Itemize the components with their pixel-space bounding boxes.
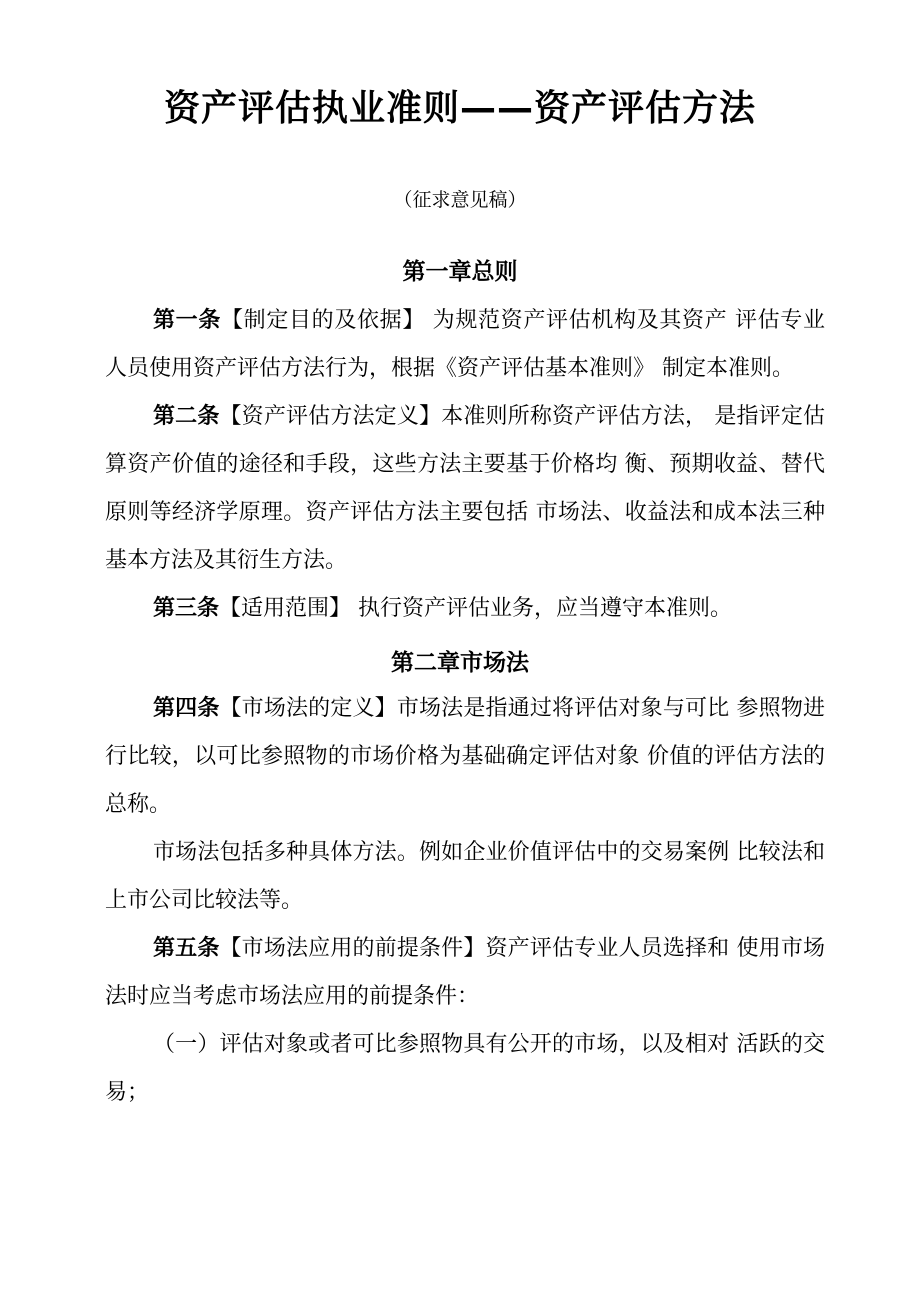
chapter-heading: 第二章市场法: [391, 650, 529, 676]
article-text: 市场法包括多种具体方法。例如企业价值评估中的交易案例 比较法和上市公司比较法等。: [105, 840, 825, 913]
article-text: 【市场法应用的前提条件】资产评估专业人员选择和 使用市场法时应当考虑市场法应用的前提条件：: [105, 936, 825, 1009]
article-text: （一）评估对象或者可比参照物具有公开的市场，以及相对 活跃的交易；: [105, 1032, 825, 1105]
article-paragraph: [105, 393, 825, 585]
article-label: 第五条: [153, 936, 220, 961]
article-text: 【资产评估方法定义】本准则所称资产评估方法， 是指评定估算资产价值的途径和手段，这些方法主要基于价格均 衡、预期收益、替代原则等经济学原理。资产评估方法主要包括 市场法、收益法和成本法三种基本方法及其衍生方法。: [105, 404, 825, 573]
article-label: 第四条: [153, 696, 220, 721]
article-label: 第一条: [153, 308, 221, 333]
article-paragraph: [105, 829, 825, 925]
article-paragraph: [105, 1021, 825, 1117]
article-text: 【制定目的及依据】 为规范资产评估机构及其资产 评估专业人员使用资产评估方法行为，根据《资产评估基本准则》 制定本准则。: [105, 308, 825, 381]
article-text: 【适用范围】 执行资产评估业务，应当遵守本准则。: [219, 596, 733, 621]
article-label: 第三条: [153, 596, 220, 621]
article-paragraph: [105, 685, 825, 829]
document-title: 资产评估执业准则——资产评估方法: [163, 88, 756, 129]
chapter-heading: 第一章总则: [402, 259, 518, 285]
article-paragraph: [105, 925, 825, 1021]
document-subtitle: （征求意见稿）: [393, 189, 527, 211]
article-paragraph: [105, 585, 825, 633]
article-paragraph: [105, 297, 825, 393]
article-text: 【市场法的定义】市场法是指通过将评估对象与可比 参照物进行比较，以可比参照物的市场价格为基础确定评估对象 价值的评估方法的总称。: [105, 696, 825, 817]
article-label: 第二条: [153, 404, 220, 429]
